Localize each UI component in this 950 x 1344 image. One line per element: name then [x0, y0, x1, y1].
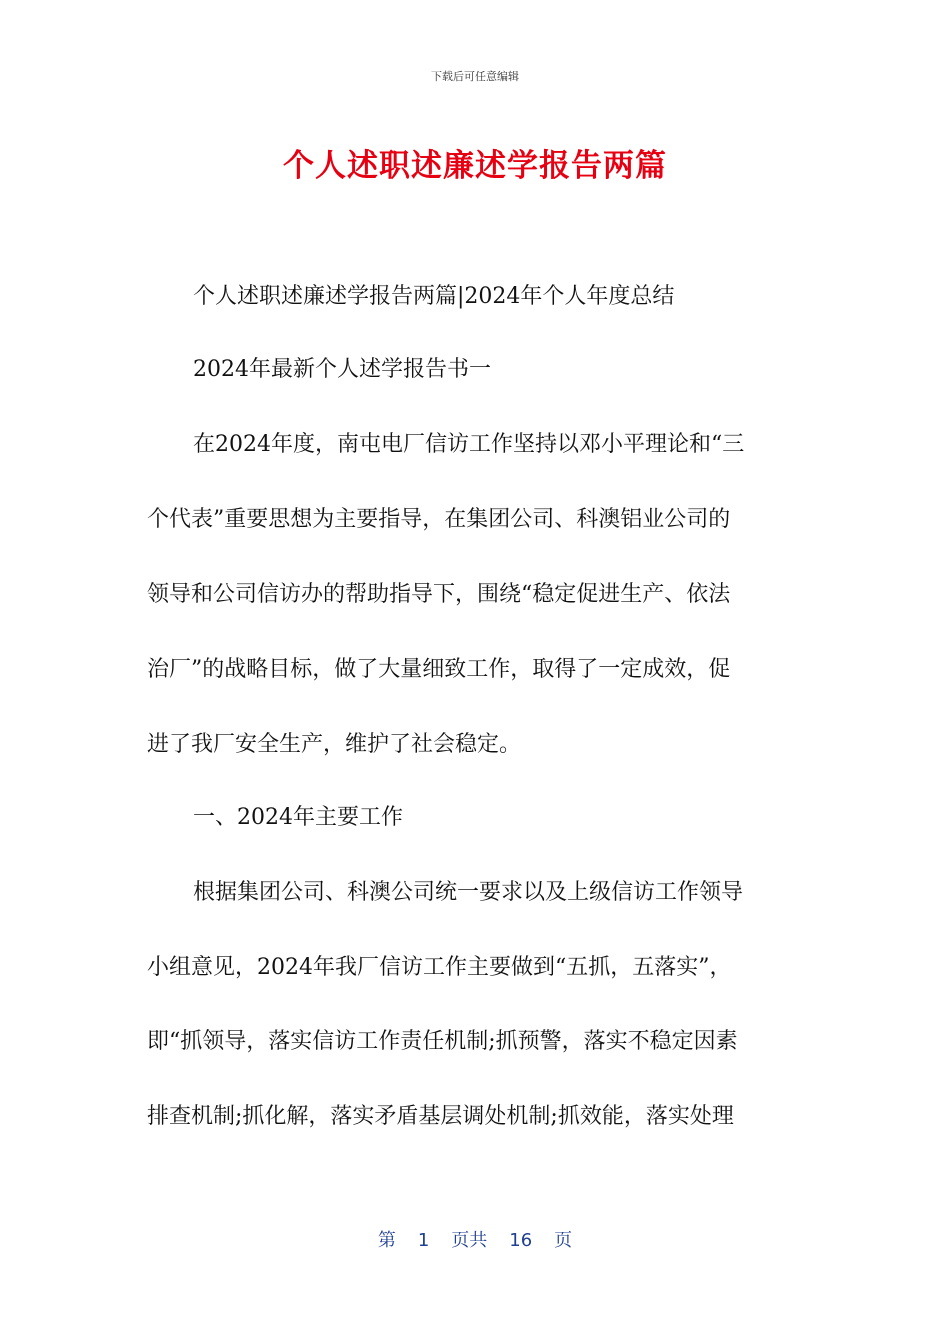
section-heading: 一、2024年主要工作 — [193, 805, 403, 830]
footer-page-number: 1 — [417, 1230, 430, 1251]
paragraph-line: 进了我厂安全生产，维护了社会稳定。 — [147, 732, 522, 757]
header-note: 下载后可任意编辑 — [431, 70, 519, 83]
paragraph-line: 领导和公司信访办的帮助指导下，围绕“稳定促进生产、依法 — [147, 582, 731, 607]
paragraph-line: 在2024年度，南屯电厂信访工作坚持以邓小平理论和“三 — [193, 432, 745, 457]
paragraph-line: 2024年最新个人述学报告书一 — [193, 357, 491, 382]
document-title: 个人述职述廉述学报告两篇 — [283, 148, 667, 184]
paragraph-line: 治厂”的战略目标，做了大量细致工作，取得了一定成效，促 — [147, 657, 731, 682]
paragraph-line: 即“抓领导，落实信访工作责任机制;抓预警，落实不稳定因素 — [147, 1029, 738, 1054]
footer-total-pages: 16 — [509, 1230, 533, 1251]
footer-prefix: 第 — [377, 1230, 396, 1251]
footer-middle: 页共 — [451, 1230, 488, 1251]
paragraph-line: 个代表”重要思想为主要指导，在集团公司、科澳铝业公司的 — [147, 507, 731, 532]
paragraph-line: 排查机制;抓化解，落实矛盾基层调处机制;抓效能，落实处理 — [147, 1104, 734, 1129]
footer-suffix: 页 — [554, 1230, 573, 1251]
paragraph-line: 小组意见，2024年我厂信访工作主要做到“五抓，五落实”， — [147, 955, 732, 980]
paragraph-line: 根据集团公司、科澳公司统一要求以及上级信访工作领导 — [193, 880, 744, 905]
paragraph-line: 个人述职述廉述学报告两篇|2024年个人年度总结 — [193, 284, 675, 309]
page-footer — [0, 1226, 950, 1252]
